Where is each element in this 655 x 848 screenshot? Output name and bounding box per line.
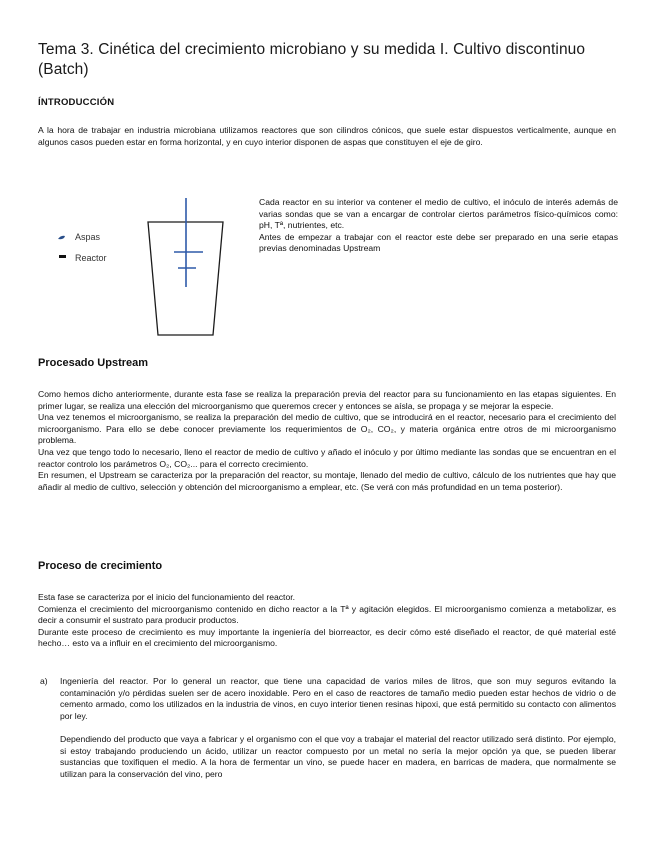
list-paragraph-1: Ingeniería del reactor. Por lo general un reactor, que tiene una capacidad de varios miles de litros, que son muy seguros evitando la contaminación y/o pérdidas suelen ser de acero inoxidable. Pero en el caso de reactores de tamaño medio pueden estar hechos de vidrio o de cemento armado, como los utilizados en la industria de vinos, en cuyo interior tienen resinas hipoxi, que está permitido su contacto con alimentos por ley. [60,676,616,721]
upstream-paragraph-4: En resumen, el Upstream se caracteriza por la preparación del reactor, su montaje, llenado del medio de cultivo, cálculo de los nutrientes que hay que añadir al medio de cultivo, selección y obtención del microorganismo a emplear, etc. (Se verá con más profundidad en un tema posterior). [38,470,616,492]
upstream-paragraph-2: Una vez tenemos el microorganismo, se realiza la preparación del medio de cultivo, que se introducirá en el reactor, necesario para el crecimiento del microorganismo. Para ello se debe conocer previamente los requerimientos de O₂, CO₂, y materia orgánica entre otros de mi microorganismo problema. [38,412,616,446]
growth-paragraph-2: Comienza el crecimiento del microorganismo contenido en dicho reactor a la Tª y agitación elegidos. El microorganismo comienza a metabolizar, es decir a consumir el sustrato para producir productos. [38,603,616,626]
side-text-2: Antes de empezar a trabajar con el reactor este debe ser preparado en una serie etapas previas denominadas Upstream [259,231,618,254]
page-title: Tema 3. Cinética del crecimiento microbiano y su medida I. Cultivo discontinuo (Batch) [38,41,586,78]
reactor-diagram [55,195,255,345]
list-marker: a) [40,676,48,686]
intro-text: A la hora de trabajar en industria microbiana utilizamos reactores que son cilindros cónicos, que suele estar dispuestos verticalmente, aunque en algunos casos pueden estar en forma horizontal, y en cuyo interior disponen de aspas que constituyen el eje de giro. [38,125,616,147]
upstream-heading: Procesado Upstream [38,357,149,369]
intro-paragraph [38,125,616,148]
legend-reactor-label: Reactor [75,253,107,263]
list-paragraph-2: Dependiendo del producto que vaya a fabricar y el organismo con el que voy a trabajar el material del reactor utilizado será distinto. Por ejemplo, si estoy trabajando produciendo un ácido, utilizar un reactor compuesto por un metal no sería la mejor opción ya que, se pueden liberar sustancias que toxifiquen el medio. A la hora de fermentar un vino, se puede hacer en madera, en barricas de madera, que normalmente se utilizan para la conservación del vino, pero [60,733,616,779]
growth-heading: Proceso de crecimiento [38,560,163,572]
side-text-1: Cada reactor en su interior va contener el medio de cultivo, el inóculo de interés además de varias sondas que se van a encargar de controlar ciertos parámetros físico-químicos como: pH, Tª, nutrientes, etc. [259,197,618,231]
growth-section [38,592,616,650]
growth-paragraph-3: Durante este proceso de crecimiento es muy importante la ingeniería del biorreactor, es decir cómo esté diseñado el reactor, de qué material esté hecho… esto va a influir en el crecimiento del microorganismo. [38,626,616,649]
legend-aspas-label: Aspas [75,232,101,242]
upstream-section [38,389,616,493]
list-body [60,676,616,780]
reactor-legend-icon [59,255,66,258]
aspas-legend-icon [58,236,65,239]
upstream-paragraph-1: Como hemos dicho anteriormente, durante esta fase se realiza la preparación previa del reactor para su funcionamiento en las etapas siguientes. En primer lugar, se realiza una elección del microorganismo que queremos crecer y entonces se aísla, se propaga y se mejorar la especie. [38,389,616,411]
upstream-paragraph-3: Una vez que tengo todo lo necesario, lleno el reactor de medio de cultivo y añado el inóculo y por último mediante las sondas que se encuentran en el reactor controlo los parámetros O₂, CO₂... para el correcto crecimiento. [38,446,616,469]
intro-heading: ÍNTRODUCCIÓN [38,97,115,108]
reactor-description [259,197,618,255]
growth-paragraph-1: Esta fase se caracteriza por el inicio del funcionamiento del reactor. [38,592,295,602]
